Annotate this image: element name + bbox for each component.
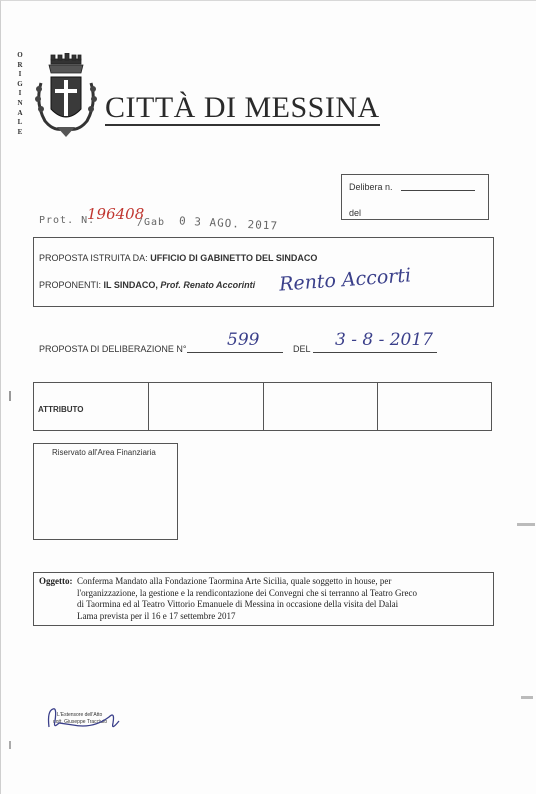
proposal-box: [33, 237, 494, 307]
scan-mark: [9, 741, 11, 749]
letter: R: [17, 60, 23, 69]
subject-line: Conferma Mandato alla Fondazione Taormina Arte Sicilia, quale soggetto in house, per: [77, 576, 392, 586]
subject-line: Lama prevista per il 16 e 17 settembre 2017: [77, 610, 236, 621]
attributo-label: ATTRIBUTO: [38, 405, 84, 414]
delibera-number-line: [401, 190, 475, 191]
letter: E: [17, 127, 23, 136]
letter: G: [17, 79, 23, 88]
originale-vertical-label: [15, 51, 25, 137]
subject-label: Oggetto:: [39, 576, 73, 586]
protocol-number: 196408: [87, 205, 145, 223]
attributo-divider: [263, 382, 264, 431]
letter: O: [17, 51, 23, 59]
attributo-divider: [148, 382, 149, 431]
signature-accorinti: Rento Accorti: [278, 264, 412, 296]
protocol-prefix: Prot. N.: [39, 215, 96, 226]
letter: I: [18, 70, 22, 79]
subject-line: l'organizzazione, la gestione e la rendicontazione dei Convegni che si terranno al Teatro Greco: [77, 587, 418, 598]
estensore-signature-icon: [43, 703, 123, 733]
proposal-istruita-label: PROPOSTA ISTRUITA DA:: [39, 253, 148, 263]
delibera-number-label: Delibera n.: [349, 182, 393, 192]
scan-mark: [517, 523, 535, 526]
letter: A: [17, 108, 23, 117]
deliberation-date: 3 - 8 - 2017: [335, 330, 433, 350]
delibera-date-label: del: [349, 208, 362, 218]
deliberation-number-label: PROPOSTA DI DELIBERAZIONE N°: [39, 344, 187, 354]
proponenti-label: PROPONENTI:: [39, 280, 102, 290]
deliberation-number-line: [187, 352, 283, 353]
protocol-suffix: /Gab: [137, 217, 166, 228]
deliberation-date-label: DEL: [293, 344, 311, 354]
letter: L: [17, 118, 23, 127]
proposal-istruita-value: UFFICIO DI GABINETTO DEL SINDACO: [150, 253, 318, 263]
finance-box: [33, 443, 178, 540]
finance-label: Riservato all'Area Finanziaria: [52, 448, 156, 457]
scan-mark: [521, 696, 533, 699]
proponenti-value: IL SINDACO,: [103, 280, 158, 290]
deliberation-date-line: [313, 352, 437, 353]
city-title: CITTÀ DI MESSINA: [105, 91, 380, 124]
letter: N: [17, 98, 23, 107]
attributo-divider: [377, 382, 378, 431]
letter: I: [18, 89, 22, 98]
subject-line: di Taormina ed al Teatro Vittorio Emanuele di Messina in occasione della visita del Dalai: [77, 599, 399, 609]
protocol-date-stamp: 0 3 AGO. 2017: [178, 214, 279, 233]
estensore-label: L'Estensore dell'Atto: [57, 712, 103, 718]
estensore-name: dott. Giuseppe Tracciuto: [53, 719, 108, 725]
proposal-line-1: [39, 253, 317, 263]
scan-mark: [9, 391, 11, 401]
proponenti-person: Prof. Renato Accorinti: [160, 280, 256, 290]
proposal-line-2: [39, 280, 255, 290]
city-crest-icon: [33, 53, 99, 145]
delibera-box: [341, 174, 489, 220]
deliberation-number: 599: [227, 330, 260, 350]
